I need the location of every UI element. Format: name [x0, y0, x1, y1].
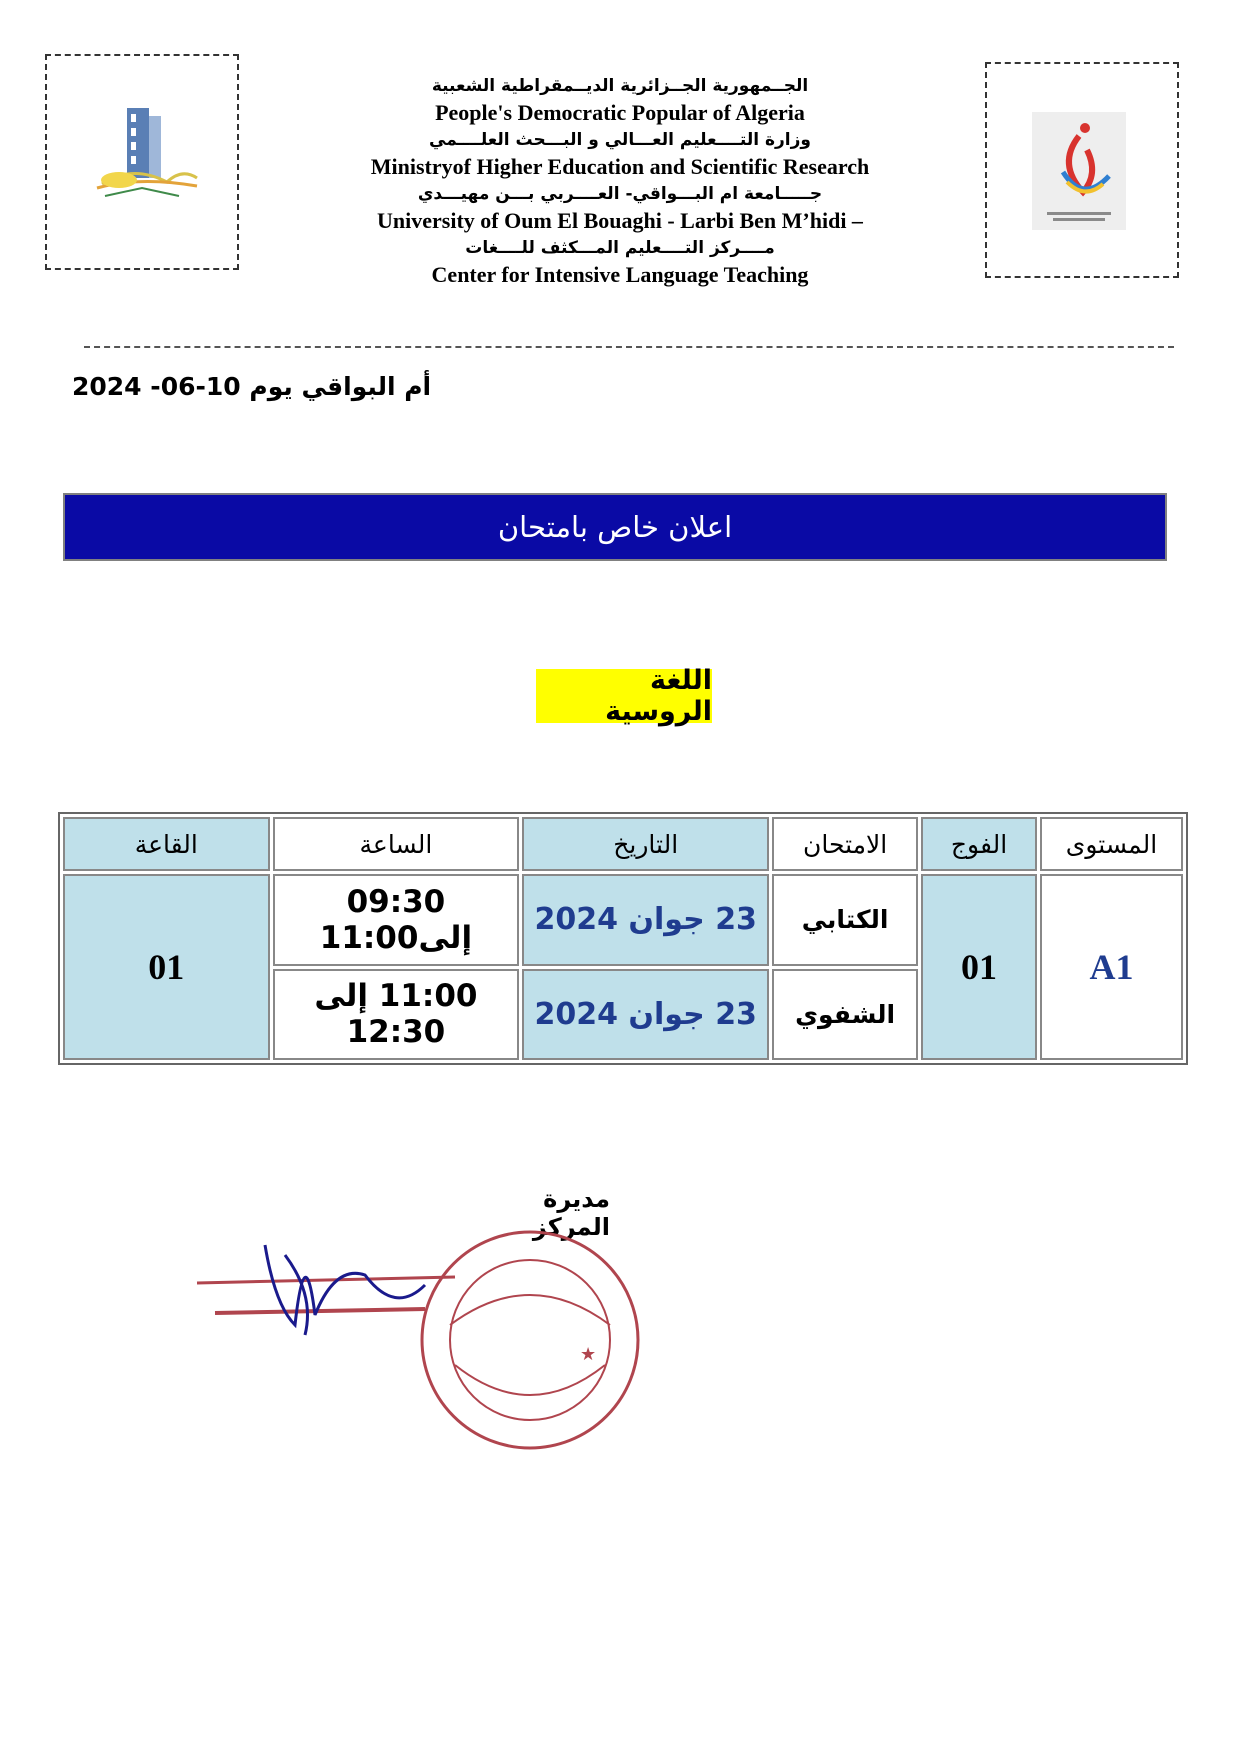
header-center-ar: مــــركز التــــعليم المـــكثف للــــغات — [465, 238, 775, 258]
exam-schedule-table — [58, 812, 1188, 1065]
header-level: المستوى — [1040, 817, 1183, 871]
exam-time-cell: 11:00 إلى 12:30 — [273, 969, 520, 1061]
header-republic-ar: الجــمهورية الجــزائرية الديــمقراطية الشعبية — [431, 76, 809, 96]
header-room: القاعة — [63, 817, 270, 871]
room-cell: 01 — [63, 874, 270, 1060]
document-date: أم البواقي يوم 10-06- 2024 — [72, 372, 432, 401]
exam-date-cell: 23 جوان 2024 — [522, 969, 769, 1061]
header-exam: الامتحان — [772, 817, 918, 871]
header-time: الساعة — [273, 817, 520, 871]
header-university-ar: جـــــامعة ام البـــواقي- العــــربي بـــن مهيـــدي — [417, 184, 823, 204]
center-logo-box — [985, 62, 1179, 278]
exam-date-cell: 23 جوان 2024 — [522, 874, 769, 966]
table-header-row — [63, 817, 1183, 871]
svg-text:★: ★ — [580, 1344, 597, 1365]
language-title — [536, 665, 712, 727]
header-date: التاريخ — [522, 817, 769, 871]
level-cell: A1 — [1040, 874, 1183, 1060]
stamp-and-signature — [195, 1225, 665, 1455]
university-logo-box — [45, 54, 239, 270]
header-ministry-en: Ministryof Higher Education and Scientific Research — [370, 154, 870, 179]
header-center-en: Center for Intensive Language Teaching — [431, 262, 809, 287]
header-ministry-ar: وزارة التــــعليم العـــالي و البـــحث العلــــمي — [429, 130, 811, 150]
university-logo — [47, 56, 237, 268]
header-university-en: University of Oum El Bouaghi - Larbi Ben M’hidi – — [377, 208, 863, 233]
header-republic-en: People's Democratic Popular of Algeria — [435, 100, 805, 125]
exam-time-cell: 09:30 إلى11:00 — [273, 874, 520, 966]
announcement-title: اعلان خاص بامتحان — [497, 510, 733, 544]
official-stamp — [195, 1225, 665, 1455]
exam-type-cell: الشفوي — [772, 969, 918, 1061]
group-cell: 01 — [921, 874, 1037, 1060]
exam-type-cell: الكتابي — [772, 874, 918, 966]
table-row — [63, 874, 1183, 966]
signer-title: مديرة المركز — [532, 1185, 610, 1241]
header-divider — [84, 346, 1174, 348]
institution-header — [300, 74, 940, 290]
center-logo — [987, 64, 1177, 276]
language-title-text: اللغة الروسية — [605, 665, 712, 727]
announcement-banner — [63, 493, 1167, 561]
header-group: الفوج — [921, 817, 1037, 871]
